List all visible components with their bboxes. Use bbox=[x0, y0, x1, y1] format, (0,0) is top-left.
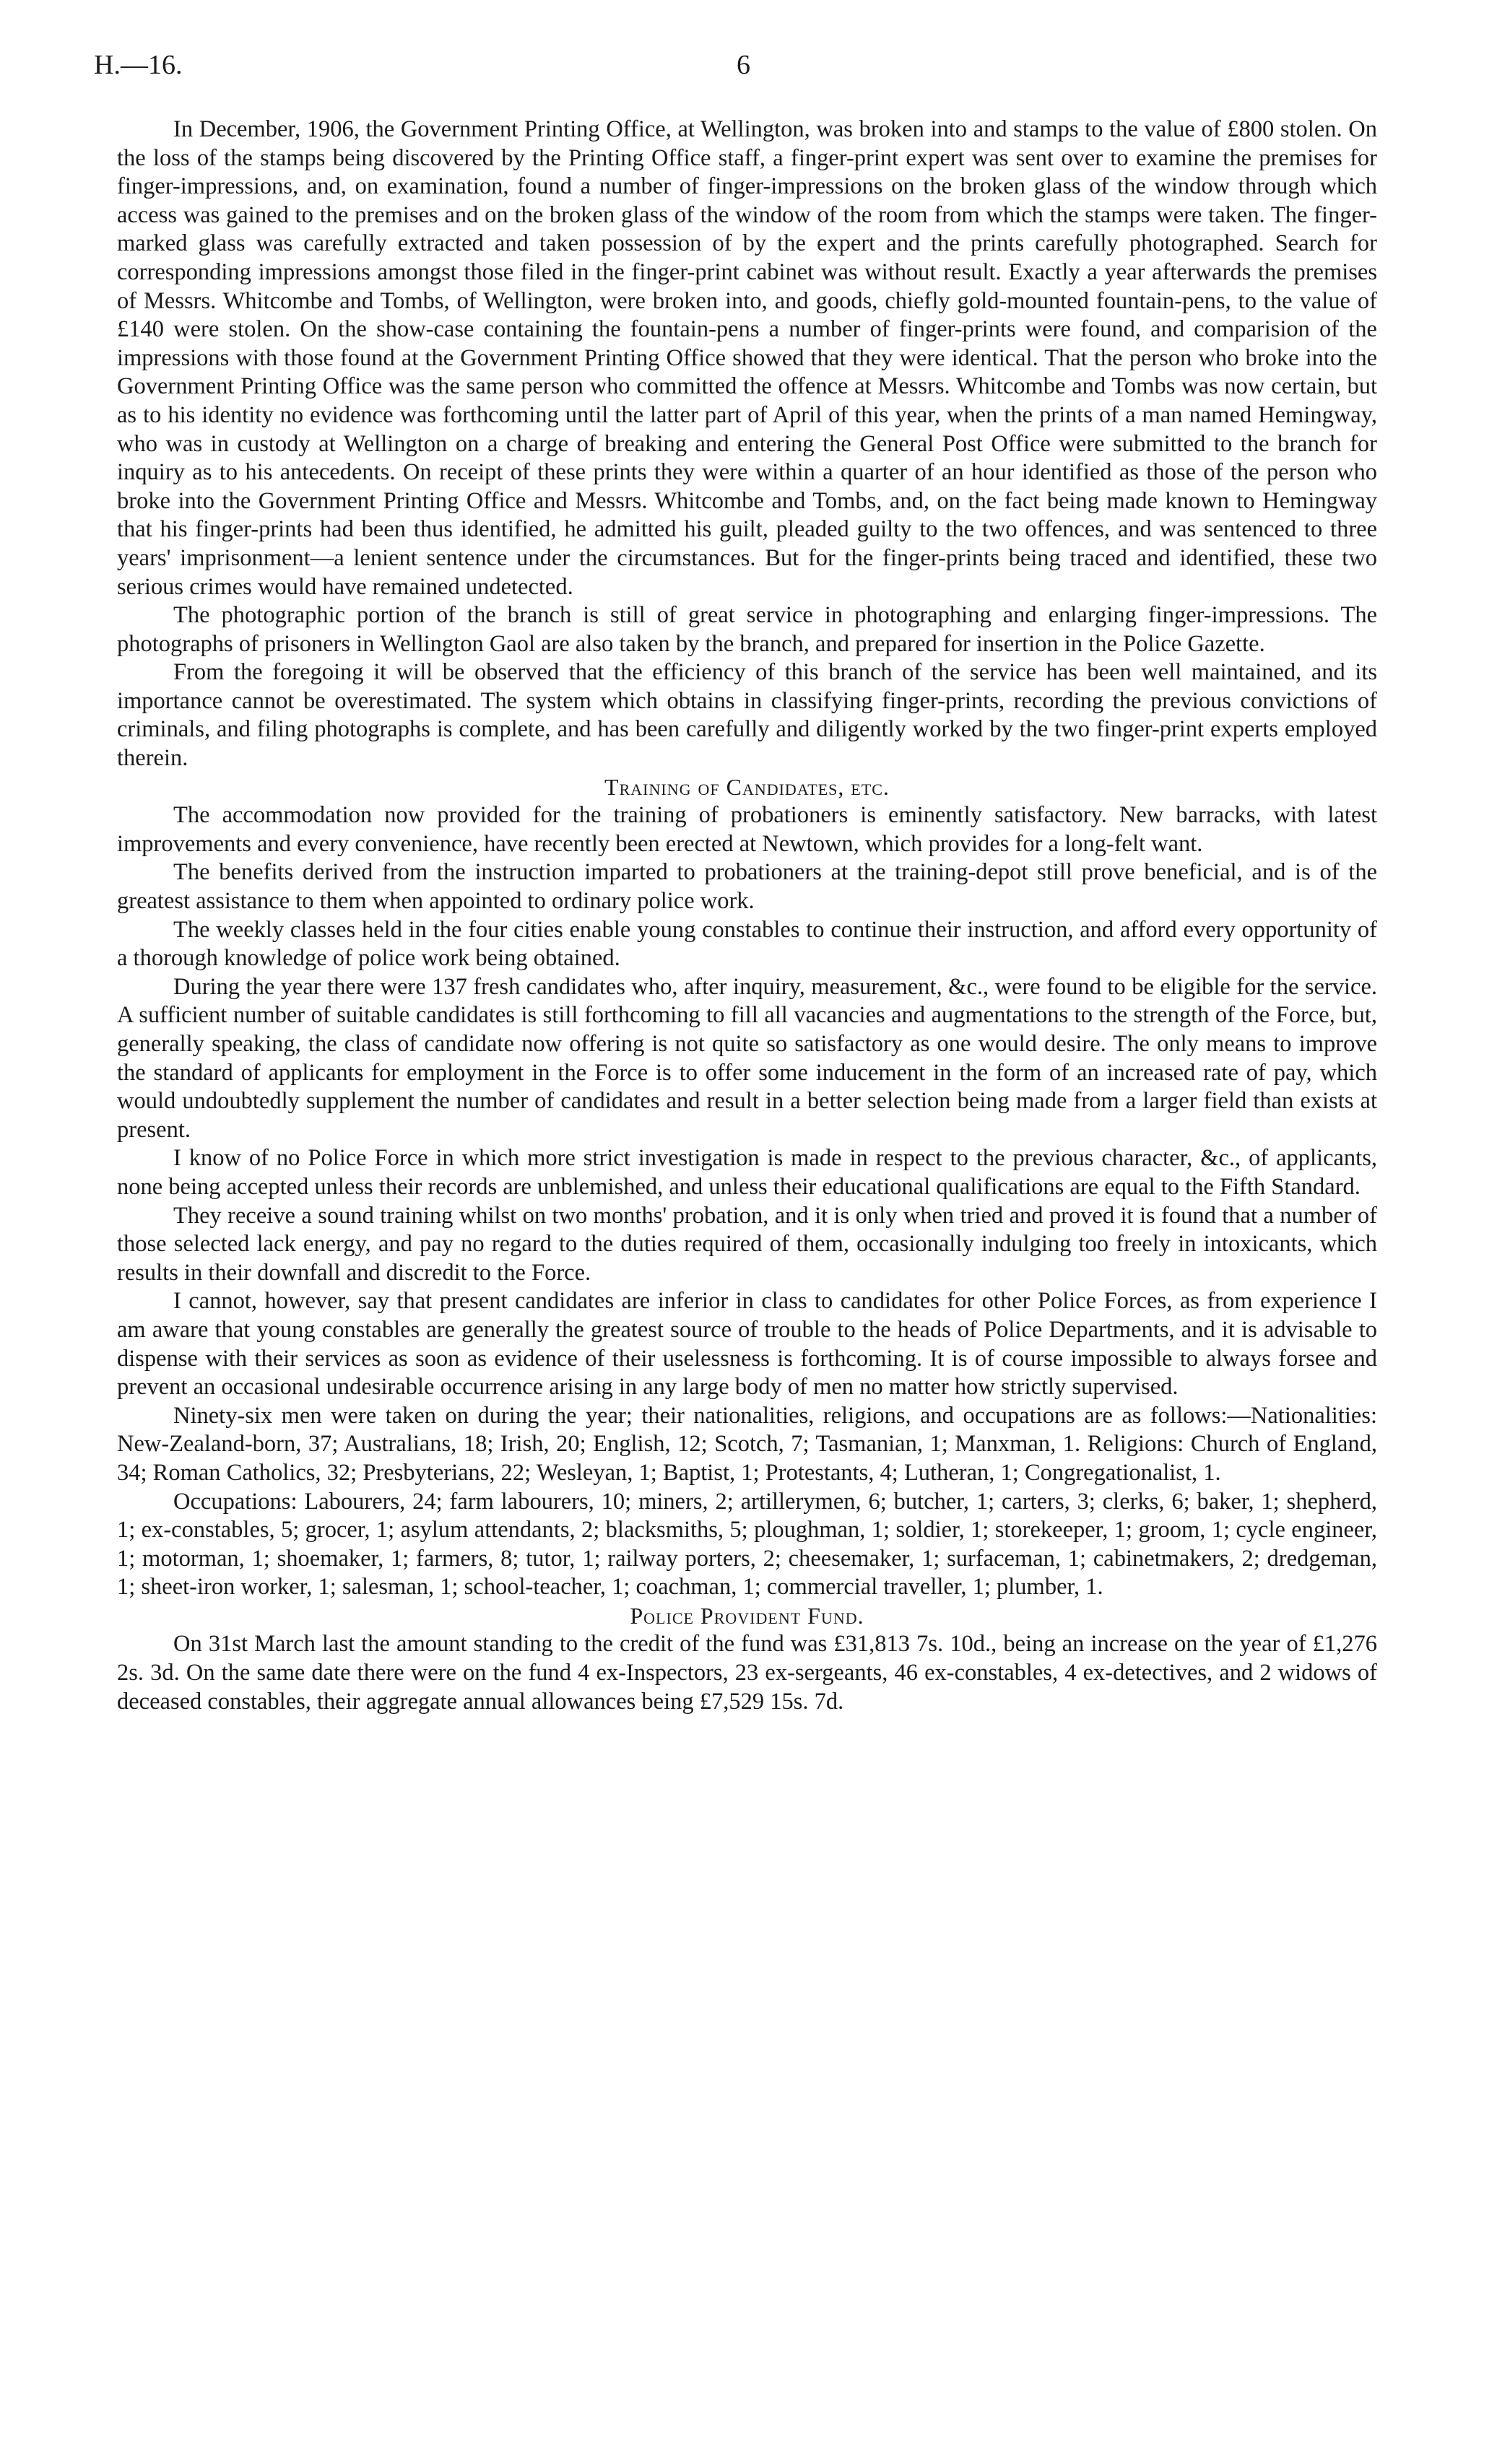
page-number: 6 bbox=[737, 50, 750, 80]
paragraph: On 31st March last the amount standing to the credit of the fund was £31,813 7s. 10d., being an increase on the year of £1,276 2s. 3d. On the same date there were on the fund 4 ex-Inspectors, 23 ex-sergeants, 46 ex-constables, 4 ex-detectives, and 2 widows of deceased constables, their aggregate annual allowances being £7,529 15s. 7d. bbox=[117, 1631, 1377, 1715]
document-reference: H.—16. bbox=[94, 50, 183, 80]
paragraph: They receive a sound training whilst on two months' probation, and it is only when tried and proved it is found that a number of those selected lack energy, and pay no regard to the duties required of them, occasionally indulging too freely in intoxicants, which results in their downfall and discredit to the Force. bbox=[117, 1202, 1377, 1286]
paragraph: The weekly classes held in the four cities enable young constables to continue their instruction, and afford every opportunity of a thorough knowledge of police work being obtained. bbox=[117, 916, 1377, 972]
paragraph: The benefits derived from the instruction imparted to probationers at the training-depot still prove beneficial, and is of the greatest assistance to them when appointed to ordinary police work. bbox=[117, 859, 1377, 915]
paragraph: During the year there were 137 fresh candidates who, after inquiry, measurement, &c., were found to be eligible for the service. A sufficient number of suitable candidates is still forthcoming to fill all vacancies and augmentations to the strength of the Force, but, generally speaking, the class of candidate now offering is not quite so satisfactory as one would desire. The only means to improve the standard of applicants for employment in the Force is to offer some inducement in the form of an increased rate of pay, which would undoubtedly supplement the number of candidates and result in a better selection being made from a larger field than exists at present. bbox=[117, 973, 1377, 1143]
section-heading-provident-fund: Police Provident Fund. bbox=[630, 1602, 864, 1629]
body-text bbox=[117, 116, 1377, 1716]
page-header bbox=[94, 49, 1423, 92]
paragraph: I know of no Police Force in which more strict investigation is made in respect to the previous character, &c., of applicants, none being accepted unless their records are unblemished, and unless their educational qualifications are equal to the Fifth Standard. bbox=[117, 1145, 1377, 1200]
paragraph: In December, 1906, the Government Printing Office, at Wellington, was broken into and stamps to the value of £800 stolen. On the loss of the stamps being discovered by the Printing Office staff, a finger-print expert was sent over to examine the premises for finger-impressions, and, on examination, found a number of finger-impressions on the broken glass of the window through which access was gained to the premises and on the broken glass of the window of the room from which the stamps were taken. The finger-marked glass was carefully extracted and taken possession of by the expert and the prints carefully photographed. Search for corresponding impressions amongst those filed in the finger-print cabinet was without result. Exactly a year afterwards the premises of Messrs. Whitcombe and Tombs, of Wellington, were broken into, and goods, chiefly gold-mounted fountain-pens, to the value of £140 were stolen. On the show-case containing the fountain-pens a number of finger-prints were found, and comparision of the impressions with those found at the Government Printing Office showed that they were identical. That the person who broke into the Government Printing Office was the same person who committed the offence at Messrs. Whitcombe and Tombs was now certain, but as to his identity no evidence was forthcoming until the latter part of April of this year, when the prints of a man named Hemingway, who was in custody at Wellington on a charge of breaking and entering the General Post Office were submitted to the branch for inquiry as to his antecedents. On receipt of these prints they were within a quarter of an hour identified as those of the person who broke into the Government Printing Office and Messrs. Whitcombe and Tombs, and, on the fact being made known to Hemingway that his finger-prints had been thus identified, he admitted his guilt, pleaded guilty to the two offences, and was sentenced to three years' imprisonment—a lenient sentence under the circumstances. But for the finger-prints being traced and identified, these two serious crimes would have remained undetected. bbox=[117, 116, 1377, 600]
paragraph: Occupations: Labourers, 24; farm labourers, 10; miners, 2; artillerymen, 6; butcher, 1; carters, 3; clerks, 6; baker, 1; shepherd, 1; ex-constables, 5; grocer, 1; asylum attendants, 2; blacksmiths, 5; ploughman, 1; soldier, 1; storekeeper, 1; groom, 1; cycle engineer, 1; motorman, 1; shoemaker, 1; farmers, 8; tutor, 1; railway porters, 2; cheesemaker, 1; surfaceman, 1; cabinetmakers, 2; dredgeman, 1; sheet-iron worker, 1; salesman, 1; school-teacher, 1; coachman, 1; commercial traveller, 1; plumber, 1. bbox=[117, 1488, 1377, 1601]
paragraph: The photographic portion of the branch is still of great service in photographing and enlarging finger-impressions. The photographs of prisoners in Wellington Gaol are also taken by the branch, and prepared for insertion in the Police Gazette. bbox=[117, 602, 1377, 657]
paragraph: I cannot, however, say that present candidates are inferior in class to candidates for other Police Forces, as from experience I am aware that young constables are generally the greatest source of trouble to the heads of Police Departments, and it is advisable to dispense with their services as soon as evidence of their uselessness is forthcoming. It is of course impossible to always forsee and prevent an occasional undesirable occurrence arising in any large body of men no matter how strictly supervised. bbox=[117, 1288, 1377, 1401]
paragraph: Ninety-six men were taken on during the year; their nationalities, religions, and occupations are as follows:—Nationalities: New-Zealand-born, 37; Australians, 18; Irish, 20; English, 12; Scotch, 7; Tasmanian, 1; Manxman, 1. Religions: Church of England, 34; Roman Catholics, 32; Presbyterians, 22; Wesleyan, 1; Baptist, 1; Protestants, 4; Lutheran, 1; Congregationalist, 1. bbox=[117, 1402, 1377, 1486]
section-heading-training: Training of Candidates, etc. bbox=[604, 773, 890, 800]
paragraph: From the foregoing it will be observed that the efficiency of this branch of the service has been well maintained, and its importance cannot be overestimated. The system which obtains in classifying finger-prints, recording the previous convictions of criminals, and filing photographs is complete, and has been carefully and diligently worked by the two finger-print experts employed therein. bbox=[117, 659, 1377, 772]
paragraph: The accommodation now provided for the training of probationers is eminently satisfactory. New barracks, with latest improvements and every convenience, have recently been erected at Newtown, which provides for a long-felt want. bbox=[117, 802, 1377, 857]
